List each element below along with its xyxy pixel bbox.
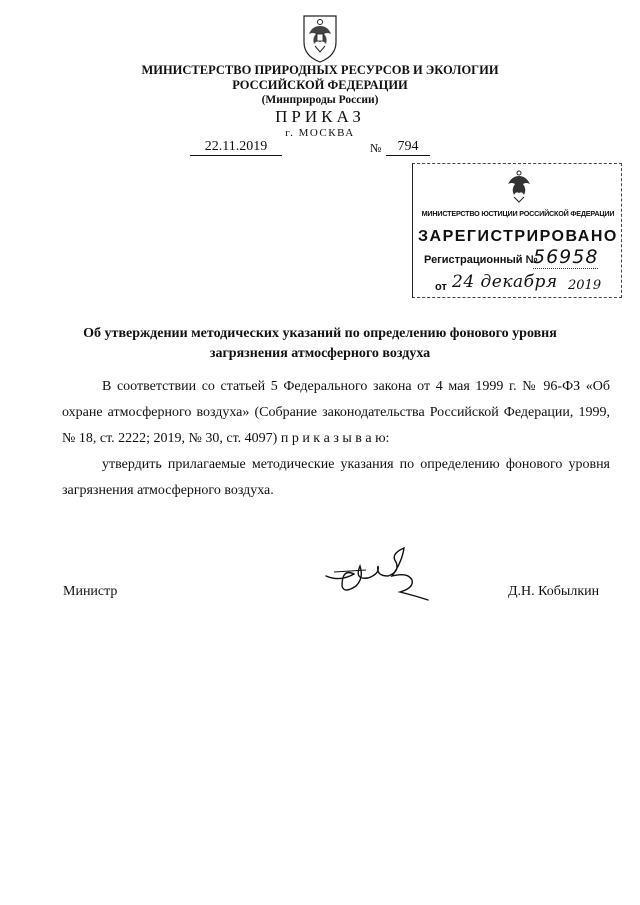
stamp-emblem-icon bbox=[502, 168, 536, 204]
city: г. МОСКВА bbox=[285, 127, 355, 139]
order-date: 22.11.2019 bbox=[190, 139, 282, 156]
ministry-header bbox=[60, 63, 580, 108]
ministry-line-2: РОССИЙСКОЙ ФЕДЕРАЦИИ bbox=[232, 78, 408, 92]
signatory-name: Д.Н. Кобылкин bbox=[508, 584, 600, 599]
stamp-year bbox=[568, 278, 601, 293]
stamp-year-printed: 20 bbox=[568, 278, 585, 293]
document-title: Об утверждении методических указаний по определению фонового уровня загрязнения атмосферного воздуха bbox=[83, 326, 557, 361]
ministry-line-1: МИНИСТЕРСТВО ПРИРОДНЫХ РЕСУРСОВ И ЭКОЛОГИИ bbox=[141, 63, 499, 77]
body-paragraph-1: В соответствии со статьей 5 Федерального закона от 4 мая 1999 г. № 96-ФЗ «Об охране атмосферного воздуха» (Собрание законодательства Российской Федерации, 1999, № 18, ст. 2222; 2019, № 30, ст. 4097) п р и к а з ы в а ю: bbox=[62, 379, 610, 446]
handwritten-signature bbox=[320, 542, 435, 606]
order-number: 794 bbox=[386, 139, 430, 156]
order-number-label: № bbox=[370, 141, 382, 155]
stamp-reg-number: 56958 bbox=[533, 246, 599, 268]
signatory-position: Министр bbox=[63, 584, 118, 599]
stamp-ministry: МИНИСТЕРСТВО ЮСТИЦИИ РОССИЙСКОЙ ФЕДЕРАЦИИ bbox=[421, 209, 615, 218]
ministry-short-name: (Минприроды России) bbox=[261, 94, 379, 106]
body-paragraph-2: утвердить прилагаемые методические указания по определению фонового уровня загрязнения атмосферного воздуха. bbox=[62, 457, 610, 498]
stamp-date-handwritten: 24 декабря bbox=[452, 272, 558, 292]
coat-of-arms-icon bbox=[298, 12, 342, 64]
stamp-status: ЗАРЕГИСТРИРОВАНО bbox=[418, 228, 618, 245]
stamp-date-prefix: от bbox=[435, 281, 447, 293]
stamp-reg-label: Регистрационный № bbox=[424, 254, 538, 266]
document-type: ПРИКАЗ bbox=[275, 107, 365, 126]
stamp-year-handwritten: 19 bbox=[584, 278, 602, 293]
